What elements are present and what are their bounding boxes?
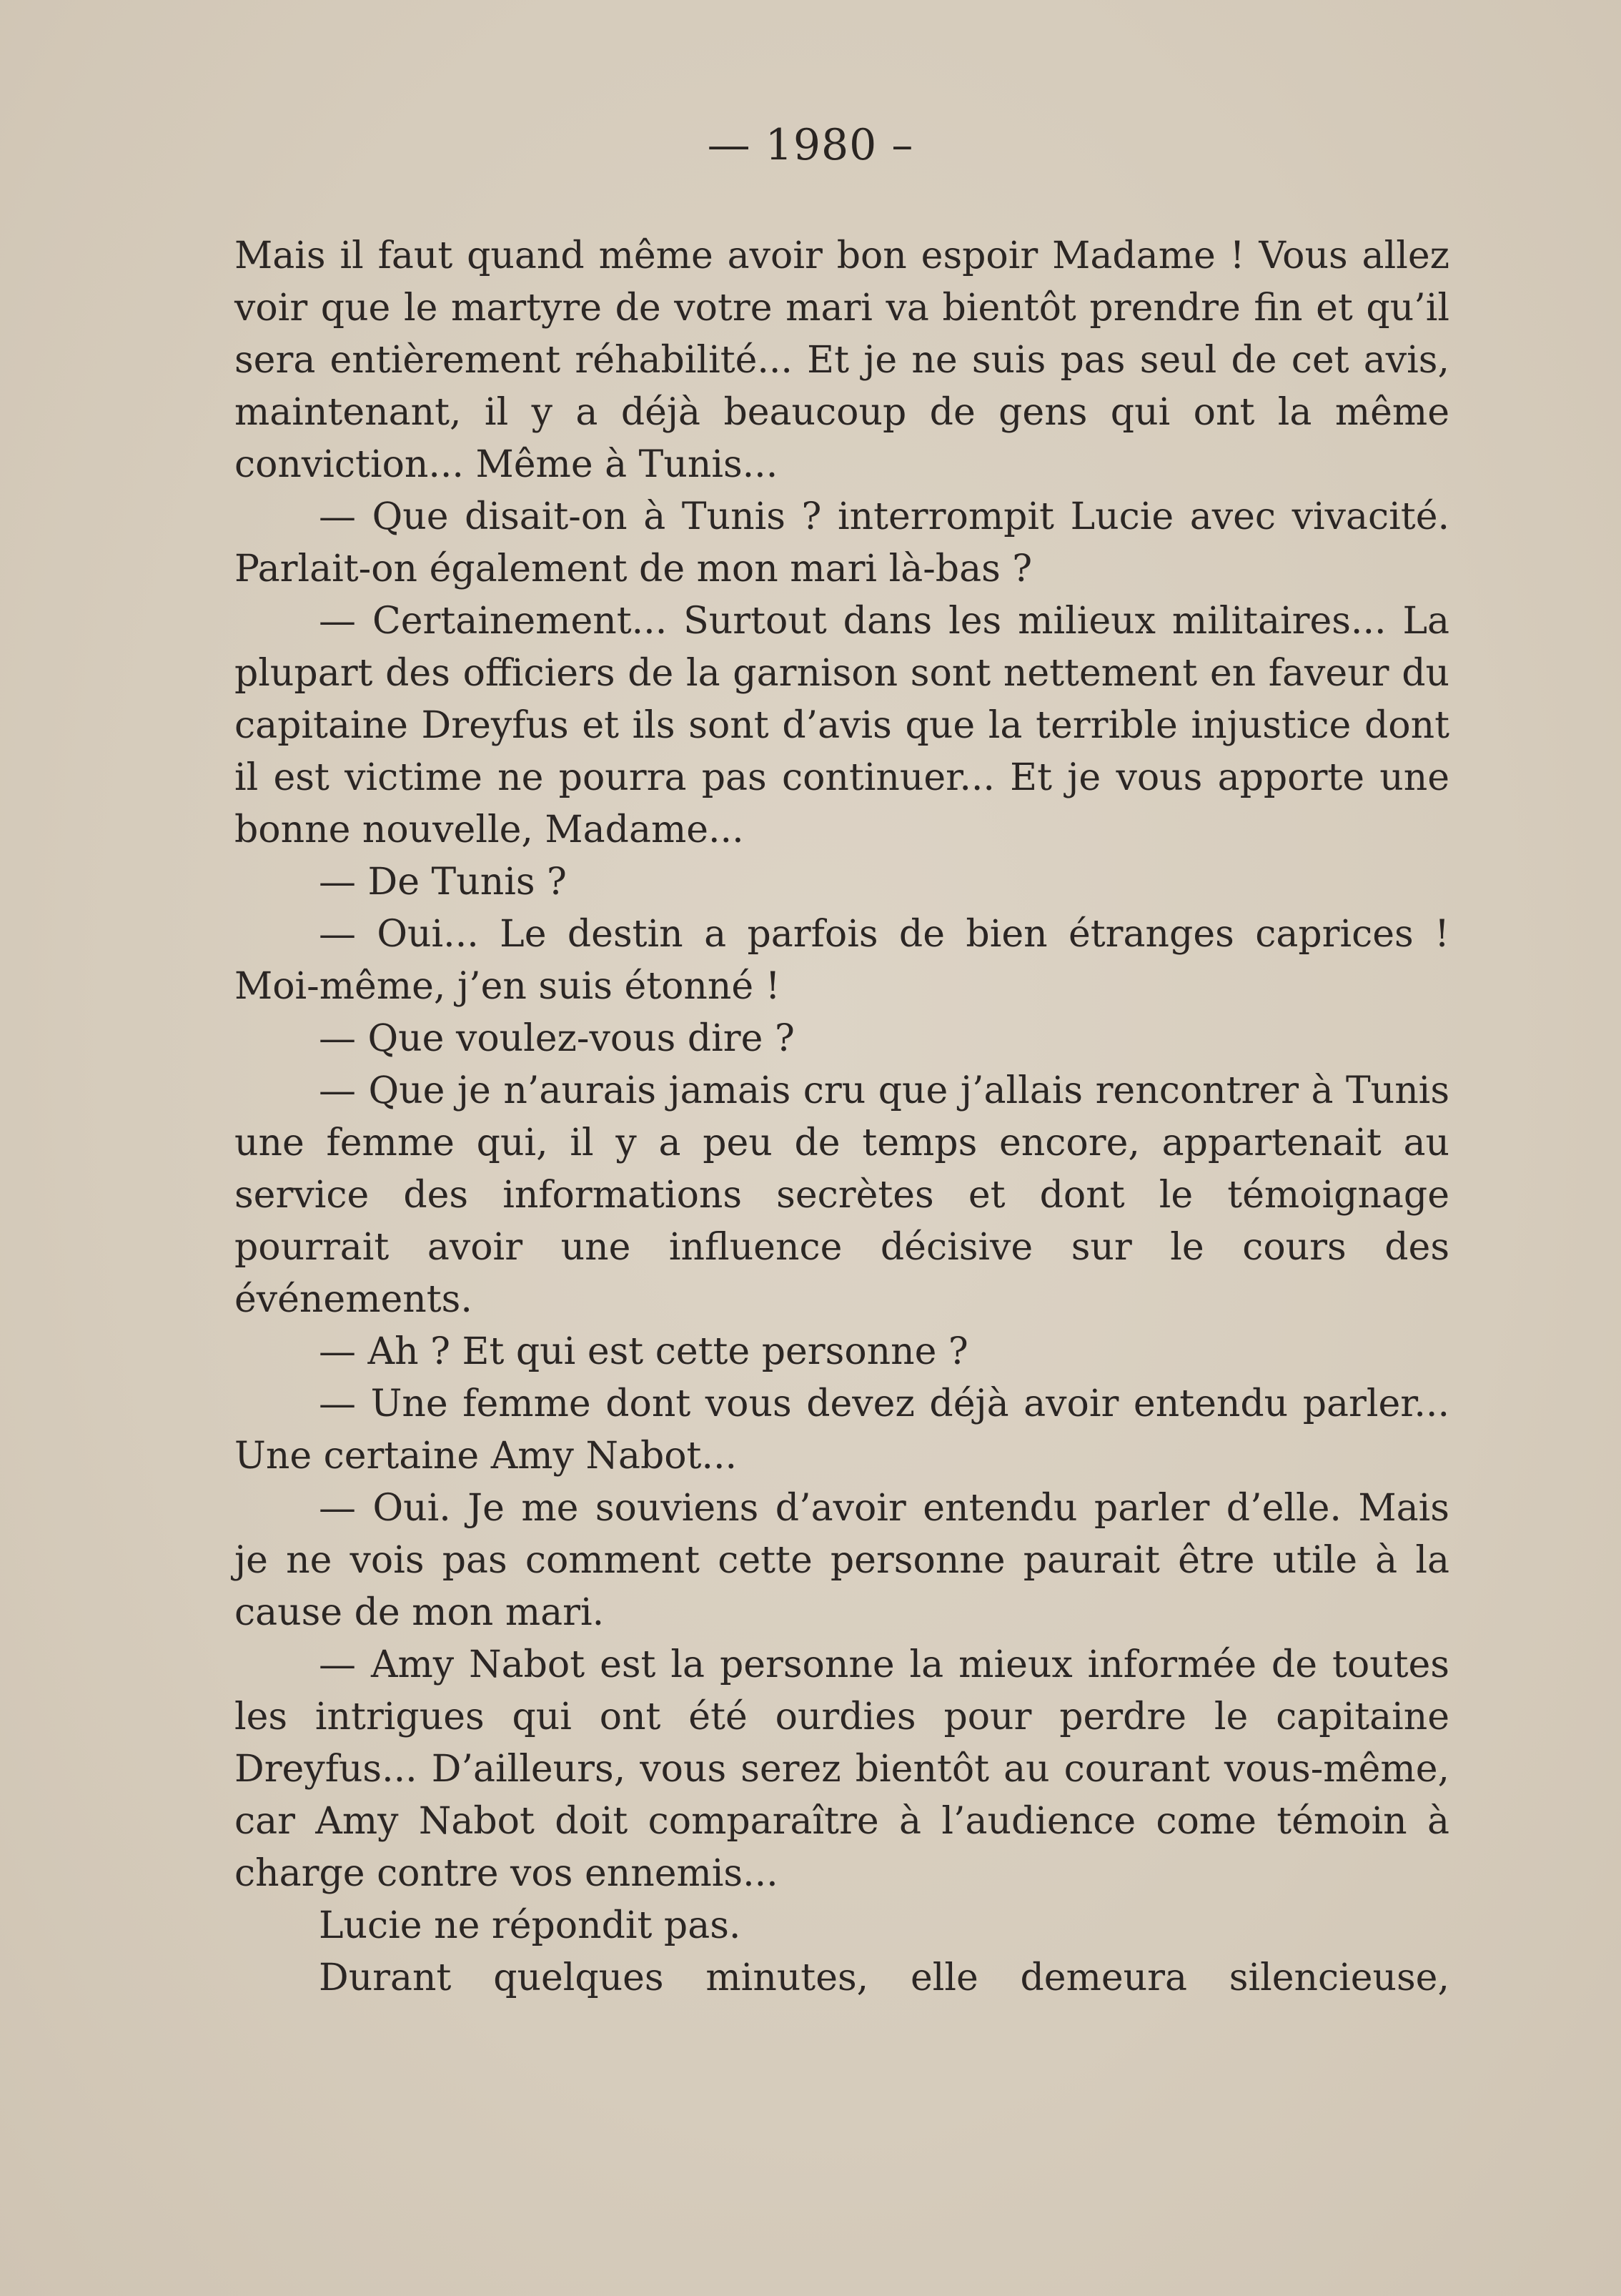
- paragraph: — Ah ? Et qui est cette personne ?: [319, 1330, 968, 1373]
- paragraph: Mais il faut quand même avoir bon espoir Madame ! Vous allez voir que le martyre de votre mari va bientôt prendre fin et qu’il sera entièrement réhabilité... Et je ne suis pas seul de cet avis, maintenant, il y a déjà beaucoup de gens qui ont la même conviction... Même à Tunis...: [234, 234, 1449, 486]
- paragraph: — De Tunis ?: [319, 861, 567, 904]
- paragraph: — Que disait-on à Tunis ? interrompit Lucie avec vivacité. Parlait-on également de mon mari là-bas ?: [234, 495, 1449, 590]
- paragraph: — Oui... Le destin a parfois de bien étranges caprices ! Moi-même, j’en suis étonné !: [234, 913, 1449, 1008]
- paragraph: — Que je n’aurais jamais cru que j’allais rencontrer à Tunis une femme qui, il y a peu de temps encore, appartenait au service des informations secrètes et dont le témoignage pourrait avoir une influence décisive sur le cours des événements.: [234, 1069, 1449, 1321]
- paragraph: — Certainement... Surtout dans les milieux militaires... La plupart des officiers de la garnison sont nettement en faveur du capitaine Dreyfus et ils sont d’avis que la terrible injustice dont il est victime ne pourra pas continuer... Et je vous apporte une bonne nouvelle, Madame...: [234, 600, 1449, 851]
- paragraph: — Une femme dont vous devez déjà avoir entendu parler... Une certaine Amy Nabot...: [234, 1382, 1449, 1478]
- paragraph: — Oui. Je me souviens d’avoir entendu parler d’elle. Mais je ne vois pas comment cette personne paurait être utile à la cause de mon mari.: [234, 1487, 1449, 1634]
- paragraph: — Que voulez-vous dire ?: [319, 1017, 795, 1060]
- page-number-header: — 1980 –: [707, 120, 914, 170]
- paragraph: Durant quelques minutes, elle demeura silencieuse,: [319, 1956, 1449, 1999]
- body-text: [234, 230, 1449, 2004]
- paragraph: Lucie ne répondit pas.: [319, 1904, 741, 1947]
- paragraph: — Amy Nabot est la personne la mieux informée de toutes les intrigues qui ont été ourdies pour perdre le capitaine Dreyfus... D’ailleurs, vous serez bientôt au courant vous-même, car Amy Nabot doit comparaître à l’audience come témoin à charge contre vos ennemis...: [234, 1643, 1449, 1895]
